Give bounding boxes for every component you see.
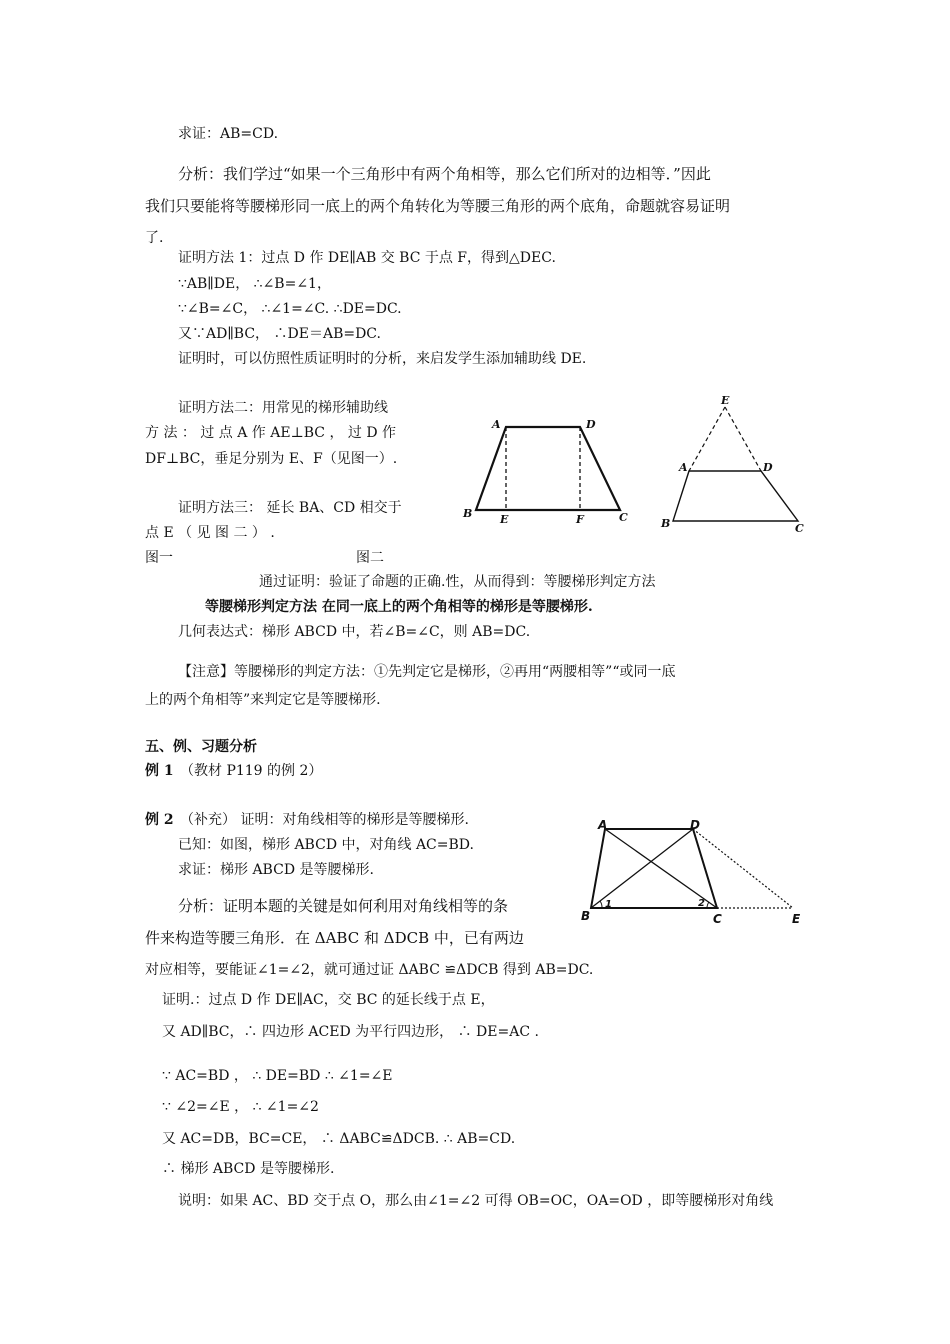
text-line: 证明.：过点 D 作 DE∥AC，交 BC 的延长线于点 E， [162, 992, 495, 1008]
label-e: E [721, 395, 730, 407]
label-b: B [581, 909, 591, 923]
text-line: ∵AB∥DE， ∴∠B=∠1， [178, 276, 331, 292]
label-a: A [598, 818, 608, 832]
text-line: 又 AC=DB，BC=CE， ∴ ΔABC≌ΔDCB. ∴ AB=CD. [162, 1131, 516, 1147]
diagonal-bd [591, 829, 693, 908]
text-line: 点 E （ 见 图 二 ） . [145, 525, 275, 541]
text-line: （教材 P119 的例 2） [180, 763, 323, 779]
figure-caption: 图一 [145, 550, 173, 566]
text-line: 我们只要能将等腰梯形同一底上的两个角转化为等腰三角形的两个底角，命题就容易证明 [145, 197, 731, 215]
text-line: 说明：如果 AC、BD 交于点 O，那么由∠1=∠2 可得 OB=OC，OA=OD ，即等腰梯形对角线 [178, 1193, 774, 1209]
label-c: C [713, 912, 722, 926]
text-line: ∵ AC=BD ， ∴ DE=BD ∴ ∠1=∠E [162, 1068, 393, 1084]
example-label: 例 1 [145, 763, 174, 779]
label-e: E [792, 912, 801, 926]
text-line: 分析：证明本题的关键是如何利用对角线相等的条 [178, 897, 509, 915]
text-line: 件来构造等腰三角形．在 ΔABC 和 ΔDCB 中，已有两边 [145, 929, 524, 947]
text-line: 方 法 ： 过 点 A 作 AE⊥BC ， 过 D 作 [145, 425, 397, 441]
text-line: 又∵AD∥BC， ∴DE＝AB=DC. [178, 326, 381, 342]
label-e: E [500, 513, 509, 526]
label-b: B [661, 517, 671, 530]
text-line: （补充） 证明：对角线相等的梯形是等腰梯形. [180, 812, 469, 828]
label-d: D [690, 818, 700, 832]
label-a: A [679, 461, 688, 474]
text-line: 了. [145, 230, 164, 246]
trapezoid-outline [591, 829, 717, 908]
label-b: B [463, 507, 473, 520]
label-a: A [492, 418, 501, 431]
auxiliary-de [693, 829, 793, 908]
text-line: 证明时，可以仿照性质证明时的分析，来启发学生添加辅助线 DE. [178, 351, 587, 367]
label-f: F [576, 513, 584, 526]
extension-ba [689, 407, 725, 471]
angle-1-arc [600, 901, 602, 908]
figure-1-trapezoid [462, 415, 637, 527]
text-line: 几何表达式：梯形 ABCD 中，若∠B=∠C，则 AB=DC. [178, 624, 531, 640]
label-c: C [795, 522, 804, 535]
label-d: D [586, 418, 596, 431]
label-angle-2: 2 [698, 898, 705, 909]
label-d: D [763, 461, 773, 474]
text-line: 求证：AB=CD. [178, 126, 279, 142]
text-line: DF⊥BC，垂足分别为 E、F（见图一）. [145, 451, 398, 467]
text-line: 证明方法 1：过点 D 作 DE∥AB 交 BC 于点 F，得到△DEC. [178, 250, 556, 266]
text-line: ∴ 梯形 ABCD 是等腰梯形. [162, 1161, 335, 1177]
text-line: 又 AD∥BC，∴ 四边形 ACED 为平行四边形， ∴ DE=AC . [162, 1024, 539, 1040]
text-line: 证明方法三： 延长 BA、CD 相交于 [178, 500, 402, 516]
text-line: 已知：如图，梯形 ABCD 中，对角线 AC=BD. [178, 837, 474, 853]
trapezoid-outline [476, 427, 620, 510]
text-line: 证明方法二：用常见的梯形辅助线 [178, 400, 388, 416]
text-line: ∵ ∠2=∠E ， ∴ ∠1=∠2 [162, 1099, 319, 1115]
extension-cd [725, 407, 761, 471]
figure-2-extended-trapezoid [655, 395, 810, 540]
text-line: 上的两个角相等”来判定它是等腰梯形. [145, 692, 381, 708]
diagonal-ac [605, 829, 717, 908]
label-c: C [619, 511, 628, 524]
label-angle-1: 1 [605, 899, 612, 910]
section-heading: 五、例、习题分析 [145, 739, 257, 755]
text-line: 【注意】等腰梯形的判定方法：①先判定它是梯形，②再用“两腰相等”“或同一底 [178, 664, 676, 680]
figure-caption: 图二 [356, 550, 384, 566]
text-line: 对应相等，要能证∠1=∠2，就可通过证 ΔABC ≌ΔDCB 得到 AB=DC. [145, 962, 594, 978]
text-line: 分析：我们学过“如果一个三角形中有两个角相等，那么它们所对的边相等．”因此 [178, 165, 711, 183]
text-line-bold: 等腰梯形判定方法 在同一底上的两个角相等的梯形是等腰梯形. [205, 599, 593, 615]
text-line: 求证：梯形 ABCD 是等腰梯形. [178, 862, 374, 878]
example-label: 例 2 [145, 812, 174, 828]
figure-3-diagonal-trapezoid [580, 812, 810, 930]
text-line: 通过证明：验证了命题的正确.性，从而得到：等腰梯形判定方法 [259, 574, 656, 590]
text-line: ∵∠B=∠C， ∴∠1=∠C. ∴DE=DC. [178, 301, 402, 317]
trapezoid-outline [673, 471, 798, 521]
